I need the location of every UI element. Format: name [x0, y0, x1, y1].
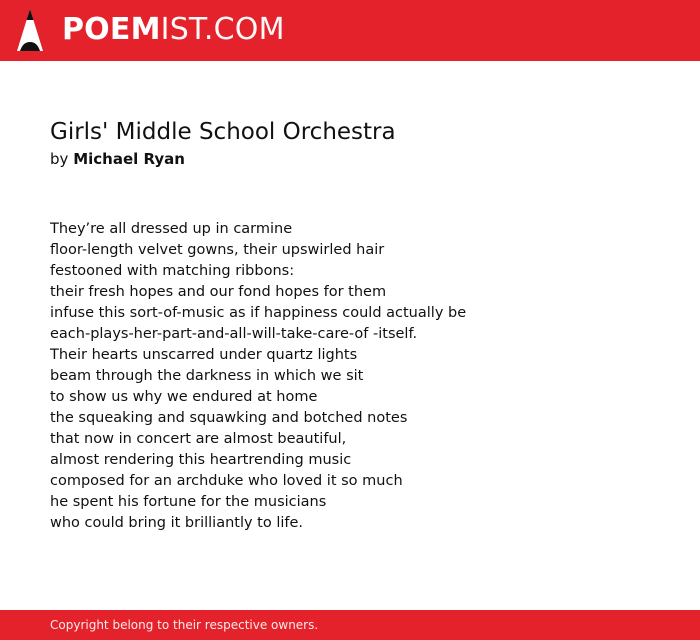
poem-line: to show us why we endured at home	[50, 389, 318, 405]
byline	[50, 149, 185, 169]
site-header	[0, 0, 700, 61]
poem-line: composed for an archduke who loved it so much	[50, 473, 403, 489]
copyright-notice: Copyright belong to their respective owners.	[50, 618, 319, 632]
logo-text-bold: POEM	[62, 12, 161, 47]
by-label: by	[50, 150, 69, 168]
pencil-icon[interactable]	[17, 9, 43, 51]
poem-line: Their hearts unscarred under quartz lights	[50, 347, 358, 363]
logo-text-light: IST.COM	[160, 12, 285, 47]
poem-line: that now in concert are almost beautiful,	[50, 431, 347, 447]
poem-line: their fresh hopes and our fond hopes for them	[50, 284, 387, 300]
poem-line: beam through the darkness in which we sit	[50, 368, 364, 384]
poem-line: floor-length velvet gowns, their upswirled hair	[50, 242, 385, 258]
poem-title: Girls' Middle School Orchestra	[50, 119, 396, 145]
poem-line: each-plays-her-part-and-all-will-take-care-of -itself.	[50, 326, 418, 342]
poem-line: almost rendering this heartrending music	[50, 452, 352, 468]
author-name[interactable]: Michael Ryan	[73, 150, 185, 168]
poem-line: They’re all dressed up in carmine	[50, 221, 293, 237]
poem-line: he spent his fortune for the musicians	[50, 494, 327, 510]
site-footer	[0, 610, 700, 640]
poem-line: infuse this sort-of-music as if happiness could actually be	[50, 305, 467, 321]
poem-body	[50, 219, 466, 534]
site-logo-link[interactable]	[62, 13, 285, 47]
poem-line: festooned with matching ribbons:	[50, 263, 295, 279]
poem-line: who could bring it brilliantly to life.	[50, 515, 304, 531]
poem-line: the squeaking and squawking and botched notes	[50, 410, 408, 426]
